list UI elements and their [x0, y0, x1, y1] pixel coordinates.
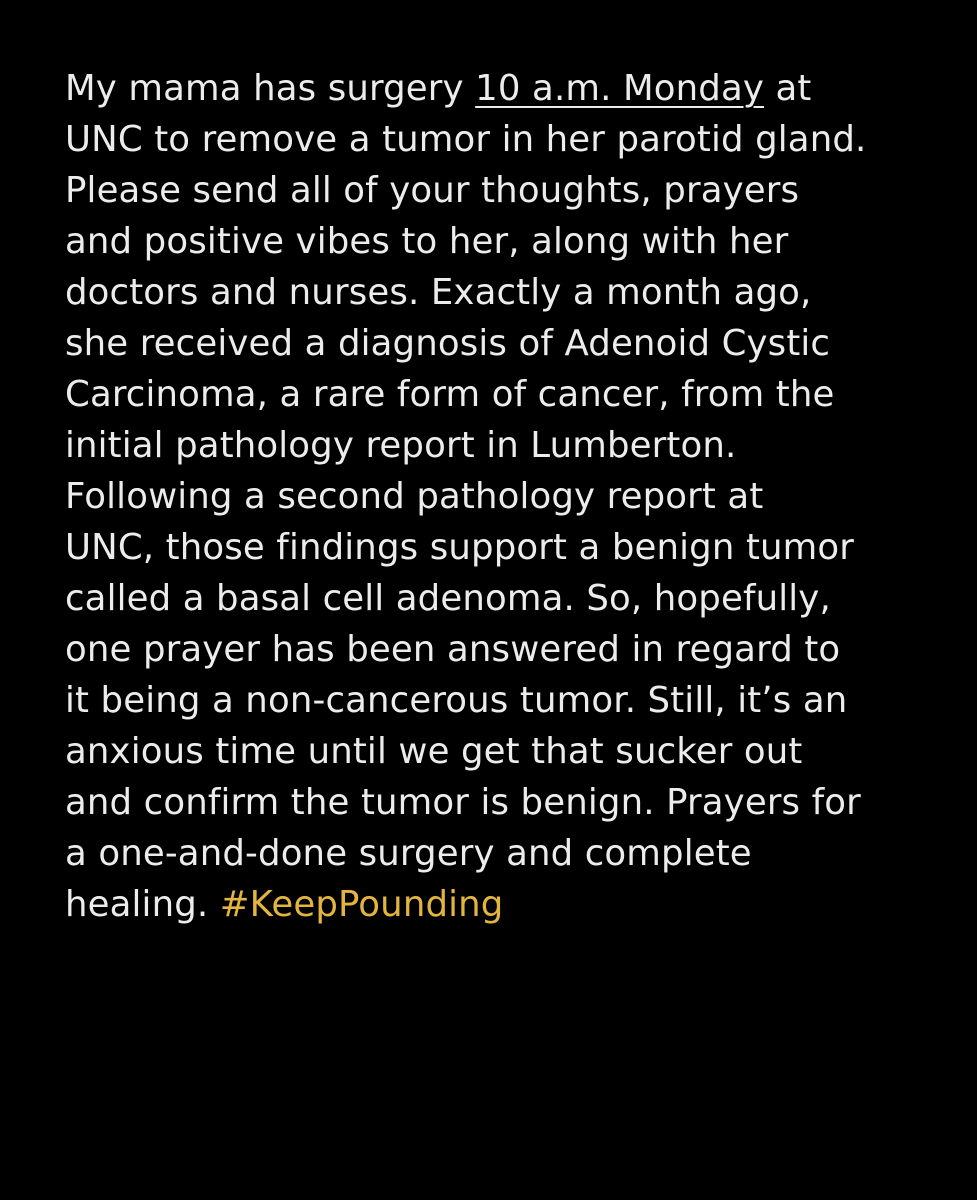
note-line: one prayer has been answered in regard to — [65, 629, 841, 670]
note-line: she received a diagnosis of Adenoid Cystic — [65, 323, 831, 364]
note-line: a one-and-done surgery and complete — [65, 833, 752, 874]
note-line: called a basal cell adenoma. So, hopefully, — [65, 578, 831, 619]
note-text: at — [764, 68, 812, 109]
note-line: initial pathology report in Lumberton. — [65, 425, 737, 466]
note-line: UNC, those findings support a benign tumor — [65, 527, 855, 568]
note-text: My mama has surgery — [65, 68, 476, 109]
note-line: Following a second pathology report at — [65, 476, 764, 517]
note-text-body — [65, 63, 955, 930]
note-line — [65, 63, 955, 114]
note-line: UNC to remove a tumor in her parotid gland. — [65, 119, 867, 160]
note-line: and positive vibes to her, along with her — [65, 221, 789, 262]
note-line: it being a non-cancerous tumor. Still, it’s an — [65, 680, 848, 721]
date-link[interactable]: 10 a.m. Monday — [475, 68, 765, 109]
note-line: and confirm the tumor is benign. Prayers for — [65, 782, 861, 823]
note-line: anxious time until we get that sucker out — [65, 731, 803, 772]
hashtag-link[interactable]: #KeepPounding — [219, 884, 504, 925]
note-line: doctors and nurses. Exactly a month ago, — [65, 272, 812, 313]
note-line — [65, 879, 955, 930]
note-text: healing. — [65, 884, 220, 925]
note-line: Carcinoma, a rare form of cancer, from the — [65, 374, 835, 415]
note-line: Please send all of your thoughts, prayers — [65, 170, 800, 211]
